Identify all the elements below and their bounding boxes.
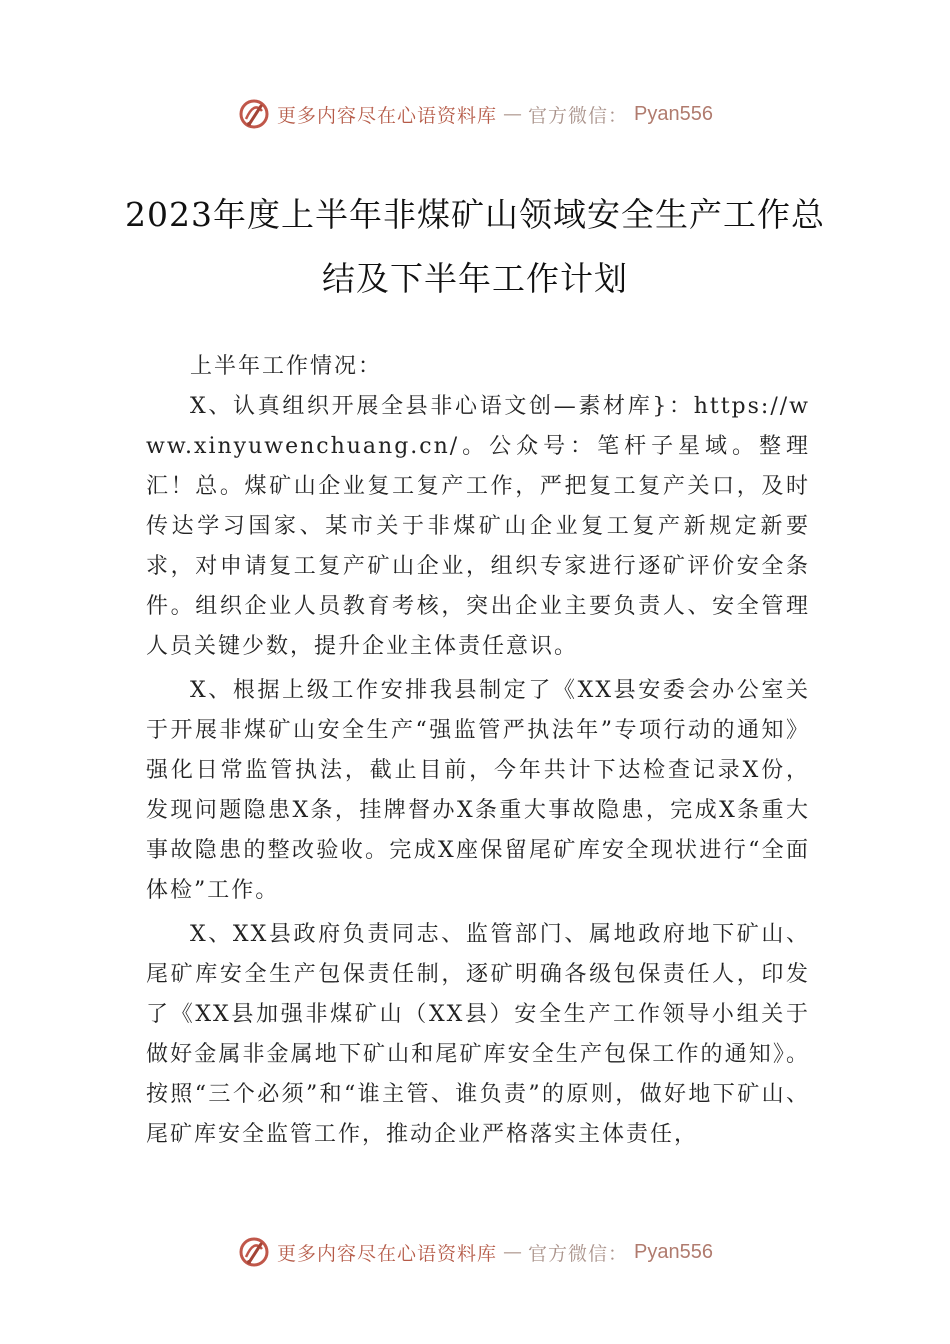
body-paragraph-3: X、XX县政府负责同志、监管部门、属地政府地下矿山、尾矿库安全生产包保责任制，逐矿明确各级包保责任人，印发了《XX县加强非煤矿山（XX县）安全生产工作领导小组关于做好金属非金属地下矿山和尾矿库安全生产包保工作的通知》。按照“三个必须”和“谁主管、谁负责”的原则，做好地下矿山、尾矿库安全监管工作，推动企业严格落实主体责任， [146, 922, 810, 1147]
section-heading: 上半年工作情况： [190, 354, 383, 379]
body-paragraph-2: X、根据上级工作安排我县制定了《XX县安委会办公室关于开展非煤矿山安全生产“强监管严执法年”专项行动的通知》强化日常监管执法，截止目前，今年共计下达检查记录X份，发现问题隐患X条，挂牌督办X条重大事故隐患，完成X条重大事故隐患的整改验收。完成X座保留尾矿库安全现状进行“全面体检”工作。 [146, 678, 810, 903]
footer-wechat-handle: Pyan556 [634, 1240, 713, 1263]
pen-swirl-logo-icon [237, 97, 271, 131]
banner-wechat-label: 官方微信： [528, 104, 629, 127]
banner-brand-text: 更多内容尽在心语资料库 [277, 104, 498, 127]
banner-wechat-handle: Pyan556 [634, 102, 713, 125]
footer-banner [0, 1232, 950, 1272]
document-title: 2023年度上半年非煤矿山领域安全生产工作总结及下半年工作计划 [125, 195, 825, 298]
footer-dash: — [503, 1241, 523, 1263]
banner-dash: — [503, 103, 523, 125]
document-body [146, 347, 810, 1155]
body-paragraph-1: X、认真组织开展全县非心语文创—素材库}：https://www.xinyuwenchuang.cn/。公众号：笔杆子星域。整理汇！总。煤矿山企业复工复产工作，严把复工复产关口，及时传达学习国家、某市关于非煤矿山企业复工复产新规定新要求，对申请复工复产矿山企业，组织专家进行逐矿评价安全条件。组织企业人员教育考核，突出企业主要负责人、安全管理人员关键少数，提升企业主体责任意识。 [146, 394, 810, 659]
pen-swirl-logo-icon [237, 1235, 271, 1269]
footer-brand-text: 更多内容尽在心语资料库 [277, 1242, 498, 1265]
footer-wechat-label: 官方微信： [528, 1242, 629, 1265]
header-banner [0, 94, 950, 134]
